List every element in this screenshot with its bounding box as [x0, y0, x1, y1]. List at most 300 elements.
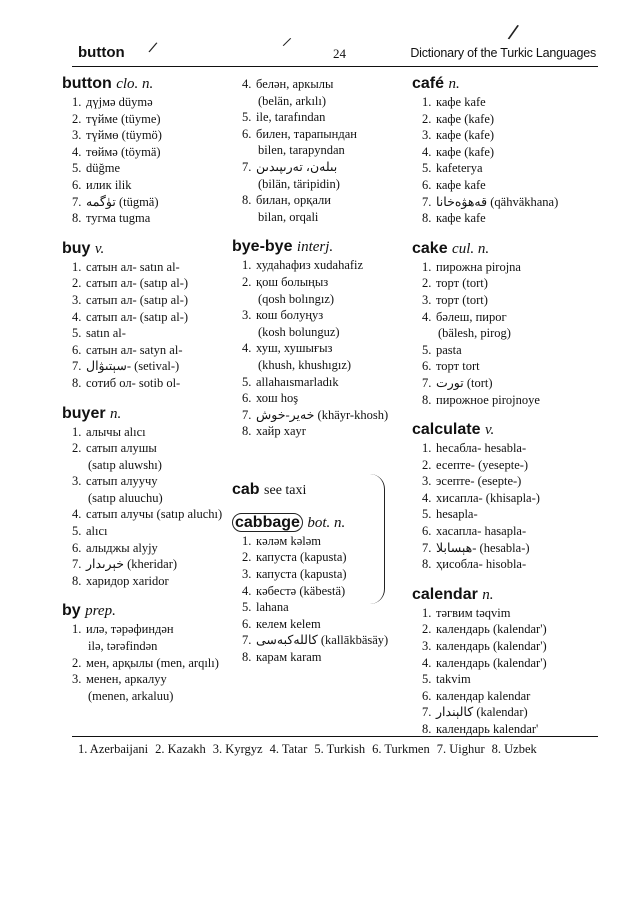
language-number: 7.	[422, 705, 432, 720]
language-number: 4.	[72, 144, 82, 159]
translation-text: كالېندار (kalendar)	[436, 705, 528, 720]
translation-text: (bilän, täripidin)	[258, 176, 340, 191]
language-number: 6.	[422, 177, 432, 192]
translation-line	[62, 309, 232, 326]
translation-text: кәбестә (käbestä)	[256, 583, 346, 598]
translation-line	[412, 94, 602, 111]
translation-text: كاللەكبەسى (kallākbäsäy)	[256, 633, 389, 648]
translation-line	[412, 144, 602, 161]
language-number: 1.	[72, 95, 82, 109]
translation-text: hesapla-	[436, 507, 478, 522]
translation-text: بىلەن، تەرىپىدىن	[256, 159, 338, 174]
translation-text: кәләм kələm	[256, 533, 321, 548]
language-number: 7.	[422, 540, 432, 555]
translation-line	[62, 292, 232, 309]
translation-text: торт (tort)	[436, 276, 488, 291]
header-rule	[72, 66, 598, 67]
translation-line	[232, 599, 412, 616]
language-key-item: 1. Azerbaijani	[78, 742, 149, 756]
translation-line	[232, 632, 412, 649]
headword-text: by	[62, 602, 81, 620]
language-number: 3.	[422, 128, 432, 143]
translation-text: харидор xaridor	[86, 573, 169, 588]
translation-text: кафе kafe	[436, 95, 486, 109]
translation-line	[62, 144, 232, 161]
translation-text: lahana	[256, 600, 289, 615]
translation-line	[62, 473, 232, 490]
headword-text: buyer	[62, 404, 106, 422]
translation-text: сатып алучы (satıp aluchı)	[86, 507, 223, 522]
entry-headword	[62, 404, 232, 424]
language-number: 4.	[72, 507, 82, 522]
dictionary-entry	[412, 585, 602, 738]
language-number: 5.	[422, 342, 432, 357]
translation-text: худаһафиз xudahafiz	[256, 258, 364, 273]
translation-text: хайр xayr	[256, 424, 306, 439]
part-of-speech: n.	[448, 76, 460, 92]
entry-headword	[412, 585, 602, 605]
translation-text: календарь (kalendar')	[436, 639, 547, 654]
language-number: 3.	[422, 639, 432, 654]
translation-line	[232, 142, 412, 159]
translation-text: һесабла- hesabla-	[436, 441, 527, 456]
translation-text: бәлеш, пирог	[436, 309, 507, 324]
dictionary-entry	[412, 420, 602, 573]
footer-rule	[72, 736, 598, 737]
language-number: 2.	[422, 457, 432, 472]
entry-headword	[412, 74, 602, 94]
translation-line	[232, 209, 412, 226]
language-number: 5.	[422, 672, 432, 687]
translation-text: takvim	[436, 672, 471, 687]
translation-text: түйме (tüyme)	[86, 111, 161, 126]
language-number: 5.	[72, 326, 82, 341]
translation-line	[232, 176, 412, 193]
translation-text: билан, орқали	[256, 193, 331, 208]
translation-line	[412, 375, 602, 392]
translation-line	[62, 94, 232, 111]
language-number: 5.	[72, 524, 82, 539]
translation-text: قەھۋەخانا (qähväkhana)	[436, 194, 559, 209]
translation-text: алычы alıcı	[86, 424, 146, 439]
language-number: 8.	[72, 375, 82, 390]
language-number: 7.	[242, 407, 252, 422]
translation-text: satın al-	[86, 326, 126, 341]
language-number: 2.	[422, 622, 432, 637]
language-number: 3.	[72, 474, 82, 489]
translation-line	[412, 111, 602, 128]
translation-line	[232, 274, 412, 291]
translation-line	[412, 490, 602, 507]
translation-line	[62, 621, 232, 638]
translation-text: билен, тарапындан	[256, 126, 357, 141]
translation-text: кафе (kafe)	[436, 128, 495, 143]
translation-text: سېتىۋال- (setival-)	[86, 359, 180, 374]
translation-line	[412, 655, 602, 672]
translation-line	[412, 177, 602, 194]
language-number: 5.	[72, 161, 82, 176]
pen-mark: /	[506, 19, 521, 46]
translation-line	[232, 159, 412, 176]
translation-line	[232, 340, 412, 357]
translation-line	[412, 358, 602, 375]
translation-text: кафе kafe	[436, 211, 486, 226]
language-number: 6.	[72, 540, 82, 555]
translation-line	[412, 127, 602, 144]
translation-text: хуш, хушығыз	[256, 341, 333, 356]
language-number: 6.	[422, 359, 432, 374]
translation-text: дүјмә düymə	[86, 95, 153, 109]
language-number: 8.	[422, 557, 432, 572]
translation-line	[232, 390, 412, 407]
part-of-speech: v.	[94, 240, 105, 257]
language-number: 6.	[242, 126, 252, 141]
part-of-speech: prep.	[85, 603, 116, 620]
translation-line	[62, 688, 232, 705]
dictionary-entry	[232, 76, 412, 225]
language-number: 4.	[422, 144, 432, 159]
translation-line	[232, 533, 412, 550]
translation-line	[62, 490, 232, 507]
part-of-speech: n.	[482, 586, 494, 603]
translation-text: сотиб ол- sotib ol-	[86, 375, 181, 390]
translation-line	[412, 638, 602, 655]
translation-line	[62, 523, 232, 540]
translation-text: алыджы alyjy	[86, 540, 158, 555]
language-number: 6.	[72, 177, 82, 192]
translation-line	[232, 93, 412, 110]
entry-headword	[232, 513, 412, 533]
language-number: 4.	[422, 309, 432, 324]
cross-reference: see taxi	[264, 482, 307, 498]
translation-line	[62, 342, 232, 359]
translation-line	[232, 357, 412, 374]
translation-text: خېرىدار (kheridar)	[86, 557, 178, 572]
language-number: 8.	[242, 650, 252, 665]
translation-line	[232, 616, 412, 633]
translation-line	[62, 325, 232, 342]
translation-text: сатын ал- satyn al-	[86, 342, 183, 357]
translation-line	[62, 424, 232, 441]
dictionary-entry	[232, 237, 412, 440]
language-number: 6.	[72, 342, 82, 357]
translation-text: تورت (tort)	[436, 375, 493, 390]
language-number: 6.	[422, 688, 432, 703]
translation-text: хош hoş	[256, 391, 299, 406]
translation-line	[232, 407, 412, 424]
page-header	[78, 44, 596, 64]
translation-text: мен, арқылы (men, arqılı)	[86, 655, 219, 670]
column-right	[412, 74, 602, 746]
translation-text: bilan, orqali	[258, 209, 319, 224]
language-number: 7.	[72, 557, 82, 572]
translation-text: сатып ал- (satıp al-)	[86, 309, 189, 324]
translation-text: торт (tort)	[436, 292, 488, 307]
translation-text: хасапла- hasapla-	[436, 524, 527, 539]
language-number: 8.	[422, 392, 432, 407]
translation-line	[62, 259, 232, 276]
pen-mark: /	[146, 39, 159, 58]
translation-text: кош болуңуз	[256, 308, 324, 323]
translation-text: düğme	[86, 161, 121, 176]
language-number: 3.	[72, 128, 82, 143]
translation-text: торт tort	[436, 359, 480, 374]
entry-headword	[62, 239, 232, 259]
language-number: 1.	[422, 95, 432, 109]
entry-headword	[62, 74, 232, 94]
dictionary-entry	[412, 239, 602, 408]
language-number: 2.	[72, 441, 82, 456]
entry-headword	[232, 237, 412, 257]
headword-text: buy	[62, 239, 91, 257]
dictionary-entry	[62, 601, 232, 704]
translation-text: эсепте- (esepte-)	[436, 474, 522, 489]
dictionary-entry	[62, 74, 232, 227]
translation-text: түймө (tüymö)	[86, 128, 162, 143]
translation-line	[232, 583, 412, 600]
headword-text: café	[412, 75, 445, 92]
translation-text: келем kelem	[256, 616, 321, 631]
dictionary-entry	[62, 404, 232, 590]
running-headword: button	[78, 44, 125, 61]
translation-text: менен, аркалуу	[86, 672, 167, 687]
translation-line	[412, 671, 602, 688]
translation-text: сатын ал- satın al-	[86, 259, 180, 274]
translation-line	[62, 556, 232, 573]
translation-line	[412, 556, 602, 573]
pen-mark: /	[281, 34, 293, 50]
translation-line	[412, 440, 602, 457]
translation-text: пирожное pirojnoye	[436, 392, 540, 407]
language-number: 1.	[422, 441, 432, 456]
translation-text: илик ilik	[86, 177, 132, 192]
language-number: 5.	[422, 507, 432, 522]
language-key	[78, 742, 598, 757]
translation-line	[412, 309, 602, 326]
translation-text: төймә (töymä)	[86, 144, 161, 159]
translation-line	[62, 194, 232, 211]
translation-text: сатып алуучу	[86, 474, 158, 489]
page-number: 24	[333, 46, 346, 61]
translation-line	[412, 210, 602, 227]
entry-headword	[62, 601, 232, 621]
headword-text: button	[62, 75, 112, 92]
headword-text: calculate	[412, 421, 481, 439]
language-number: 8.	[72, 211, 82, 226]
translation-text: тәгвим təqvim	[436, 605, 511, 620]
part-of-speech: interj.	[296, 239, 334, 256]
language-number: 6.	[242, 616, 252, 631]
language-key-item: 3. Kyrgyz	[212, 742, 263, 756]
dictionary-entry	[62, 239, 232, 392]
entry-headword	[412, 420, 602, 440]
translation-text: allahaısmarladık	[256, 374, 339, 389]
translation-line	[412, 473, 602, 490]
translation-line	[412, 275, 602, 292]
translation-line	[232, 291, 412, 308]
column-left	[62, 74, 232, 712]
translation-line	[412, 160, 602, 177]
translation-line	[62, 375, 232, 392]
dictionary-entry	[232, 513, 412, 666]
translation-line	[412, 457, 602, 474]
language-number: 3.	[242, 308, 252, 323]
translation-text: (menen, arkaluu)	[88, 688, 174, 703]
translation-text: (bälesh, pirog)	[438, 326, 511, 341]
dictionary-entry	[232, 480, 412, 501]
part-of-speech: bot. n.	[307, 514, 346, 531]
translation-text: сатып алушы	[86, 441, 157, 456]
translation-line	[412, 194, 602, 211]
translation-text: календар kalendar	[436, 688, 531, 703]
part-of-speech: clo. n.	[116, 76, 154, 92]
translation-line	[412, 292, 602, 309]
language-key-item: 4. Tatar	[269, 742, 308, 756]
headword-text: bye-bye	[232, 238, 293, 256]
dictionary-entry	[412, 74, 602, 227]
translation-text: капуста (kapusta)	[256, 550, 347, 565]
language-number: 6.	[422, 524, 432, 539]
language-number: 3.	[422, 474, 432, 489]
language-number: 4.	[422, 490, 432, 505]
language-key-item: 8. Uzbek	[491, 742, 537, 756]
translation-line	[412, 523, 602, 540]
translation-line	[62, 210, 232, 227]
translation-text: кафе (kafe)	[436, 111, 495, 126]
translation-text: pasta	[436, 342, 462, 357]
language-number: 8.	[422, 211, 432, 226]
translation-line	[412, 259, 602, 276]
translation-line	[412, 392, 602, 409]
part-of-speech: v.	[484, 422, 495, 439]
translation-line	[412, 621, 602, 638]
translation-text: تۈگمە (tügmä)	[86, 194, 159, 209]
translation-text: календарь (kalendar')	[436, 655, 547, 670]
translation-text: календарь (kalendar')	[436, 622, 547, 637]
language-number: 7.	[242, 633, 252, 648]
translation-line	[412, 342, 602, 359]
language-number: 8.	[72, 573, 82, 588]
language-key-item: 5. Turkish	[314, 742, 366, 756]
translation-text: хисапла- (khisapla-)	[436, 490, 540, 505]
language-number: 3.	[422, 292, 432, 307]
translation-text: ilə, tərəfindən	[88, 639, 158, 654]
translation-text: ile, tarafından	[256, 110, 326, 125]
translation-text: кафе kafe	[436, 177, 486, 192]
language-key-item: 6. Turkmen	[372, 742, 430, 756]
translation-text: қош болыңыз	[256, 274, 329, 289]
translation-text: календарь kalendar'	[436, 722, 539, 736]
translation-line	[62, 457, 232, 474]
language-number: 1.	[72, 424, 82, 439]
translation-line	[232, 423, 412, 440]
headword-text: calendar	[412, 585, 478, 603]
headword-text: cabbage	[232, 513, 303, 532]
language-number: 4.	[242, 341, 252, 356]
language-number: 5.	[422, 161, 432, 176]
translation-line	[62, 638, 232, 655]
translation-line	[232, 126, 412, 143]
language-number: 5.	[242, 374, 252, 389]
translation-line	[232, 324, 412, 341]
part-of-speech: n.	[110, 405, 122, 422]
language-number: 1.	[72, 622, 82, 637]
translation-text: (khush, khushıgız)	[258, 357, 352, 372]
translation-text: alıcı	[86, 524, 108, 539]
translation-text: сатып ал- (satıp al-)	[86, 292, 189, 307]
translation-line	[62, 440, 232, 457]
translation-text: (kosh bolunguz)	[258, 324, 340, 339]
language-key-item: 7. Uighur	[436, 742, 485, 756]
language-number: 3.	[72, 672, 82, 687]
translation-line	[412, 605, 602, 622]
translation-line	[232, 649, 412, 666]
translation-text: есепте- (yesepte-)	[436, 457, 529, 472]
translation-line	[232, 257, 412, 274]
language-number: 4.	[72, 309, 82, 324]
language-number: 1.	[242, 533, 252, 548]
entry-headword	[232, 480, 412, 501]
language-key-item: 2. Kazakh	[155, 742, 206, 756]
language-number: 7.	[422, 375, 432, 390]
translation-line	[62, 655, 232, 672]
translation-line	[232, 374, 412, 391]
language-number: 7.	[422, 194, 432, 209]
translation-line	[232, 76, 412, 93]
headword-text: cake	[412, 239, 448, 257]
language-number: 6.	[242, 391, 252, 406]
language-number: 7.	[242, 159, 252, 174]
translation-text: карам karam	[256, 650, 322, 665]
language-number: 7.	[72, 359, 82, 374]
language-number: 5.	[242, 110, 252, 125]
translation-text: ھېسابلا- (hesabla-)	[436, 540, 530, 555]
translation-text: خەير-خوش (khäyr-khosh)	[256, 407, 389, 422]
translation-text: сатып ал- (satıp al-)	[86, 276, 189, 291]
translation-text: (belän, arkılı)	[258, 93, 327, 108]
language-number: 1.	[422, 605, 432, 620]
translation-text: белән, аркылы	[256, 77, 334, 91]
translation-line	[232, 109, 412, 126]
translation-text: капуста (kapusta)	[256, 567, 347, 582]
translation-line	[232, 549, 412, 566]
book-title: Dictionary of the Turkic Languages	[410, 46, 596, 60]
translation-line	[62, 275, 232, 292]
translation-text: (satıp aluwshı)	[88, 457, 162, 472]
language-number: 2.	[72, 276, 82, 291]
translation-line	[412, 540, 602, 557]
column-middle	[232, 76, 412, 674]
translation-line	[62, 506, 232, 523]
translation-line	[62, 573, 232, 590]
translation-text: ҳисобла- hisobla-	[436, 557, 527, 572]
translation-line	[232, 307, 412, 324]
translation-line	[62, 177, 232, 194]
language-number: 4.	[242, 583, 252, 598]
translation-line	[62, 671, 232, 688]
language-number: 5.	[242, 600, 252, 615]
translation-line	[412, 704, 602, 721]
language-number: 2.	[72, 111, 82, 126]
translation-text: кафе (kafe)	[436, 144, 495, 159]
translation-text: тугма tugma	[86, 211, 151, 226]
translation-text: kafeterya	[436, 161, 483, 176]
language-number: 3.	[242, 567, 252, 582]
language-number: 1.	[72, 259, 82, 274]
language-number: 4.	[242, 77, 252, 91]
translation-line	[232, 566, 412, 583]
language-number: 2.	[72, 655, 82, 670]
